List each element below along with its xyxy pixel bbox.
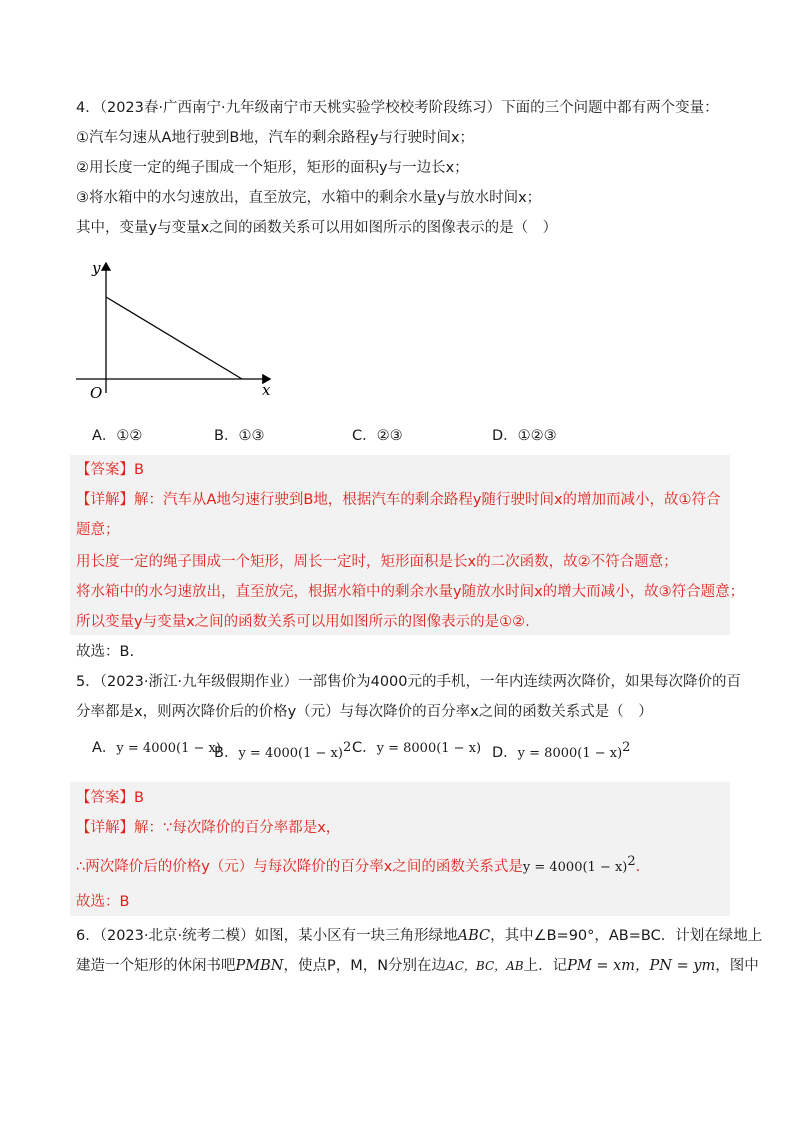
q5-option-c: C．y = 8000(1 − x) bbox=[352, 740, 482, 756]
q4-item-3: ③将水箱中的水匀速放出，直至放完，水箱中的剩余水量y与放水时间x； bbox=[76, 190, 542, 206]
q4-function-graph bbox=[70, 255, 290, 405]
q4-conclusion: 故选：B. bbox=[76, 644, 135, 660]
q4-option-c: C．②③ bbox=[352, 428, 403, 444]
q4-detail-3: 用长度一定的绳子围成一个矩形，周长一定时，矩形面积是长x的二次函数，故②不符合题意； bbox=[76, 554, 678, 570]
x-axis-label: x bbox=[262, 381, 271, 399]
q4-stem: 4．（2023春·广西南宁·九年级南宁市天桃实验学校校考阶段练习）下面的三个问题中都有两个变量： bbox=[76, 100, 719, 116]
q5-stem-1: 5．（2023·浙江·九年级假期作业）一部售价为4000元的手机，一年内连续两次降价，如果每次降价的百 bbox=[76, 674, 741, 690]
q4-item-2: ②用长度一定的绳子围成一个矩形，矩形的面积y与一边长x； bbox=[76, 160, 469, 176]
q4-answer-block bbox=[70, 455, 730, 635]
q4-option-b: B．①③ bbox=[214, 428, 265, 444]
q5-option-b: B．$y = 4000(1 - x)^2$ bbox=[214, 740, 352, 761]
graph-line bbox=[106, 297, 242, 379]
q4-detail-2: 题意； bbox=[76, 522, 120, 538]
q5-detail-2: ∴两次降价后的价格y（元）与每次降价的百分率x之间的函数关系式是$y = 4000(1 - x)^2$. bbox=[76, 854, 641, 875]
q4-item-1: ①汽车匀速从A地行驶到B地，汽车的剩余路程y与行驶时间x； bbox=[76, 130, 475, 146]
q4-detail-1: 【详解】解：汽车从A地匀速行驶到B地，根据汽车的剩余路程y随行驶时间x的增加而减小，故①符合 bbox=[76, 492, 721, 508]
q5-option-d: D．$y = 8000(1 - x)^2$ bbox=[492, 740, 631, 761]
q4-option-d: D．①②③ bbox=[492, 428, 557, 444]
y-axis-label: y bbox=[92, 259, 101, 277]
q5-option-a: A．y = 4000(1 − x) bbox=[92, 740, 221, 756]
q6-line-1: 6．（2023·北京·统考二模）如图，某小区有一块三角形绿地ABC，其中∠B=90°，AB=BC．计划在绿地上 bbox=[76, 928, 763, 944]
q4-detail-5: 所以变量y与变量x之间的函数关系可以用如图所示的图像表示的是①②. bbox=[76, 614, 530, 630]
q5-conclusion: 故选：B bbox=[76, 894, 130, 910]
q4-answer: 【答案】B bbox=[76, 462, 144, 478]
q5-stem-2: 分率都是x，则两次降价后的价格y（元）与每次降价的百分率x之间的函数关系式是（ ） bbox=[76, 704, 653, 720]
q4-question: 其中，变量y与变量x之间的函数关系可以用如图所示的图像表示的是（ ） bbox=[76, 220, 558, 236]
q5-answer: 【答案】B bbox=[76, 790, 144, 806]
origin-label: O bbox=[90, 384, 103, 402]
q4-detail-4: 将水箱中的水匀速放出，直至放完，根据水箱中的剩余水量y随放水时间x的增大而减小，故③符合题意； bbox=[76, 584, 745, 600]
q5-detail-1: 【详解】解：∵每次降价的百分率都是x， bbox=[76, 820, 341, 836]
q4-option-a: A．①② bbox=[92, 428, 143, 444]
q5-answer-block bbox=[70, 782, 730, 916]
q6-line-2: 建造一个矩形的休闲书吧PMBN，使点P，M，N分别在边AC，BC，AB上．记PM = xm，PN = ym，图中 bbox=[76, 958, 759, 974]
